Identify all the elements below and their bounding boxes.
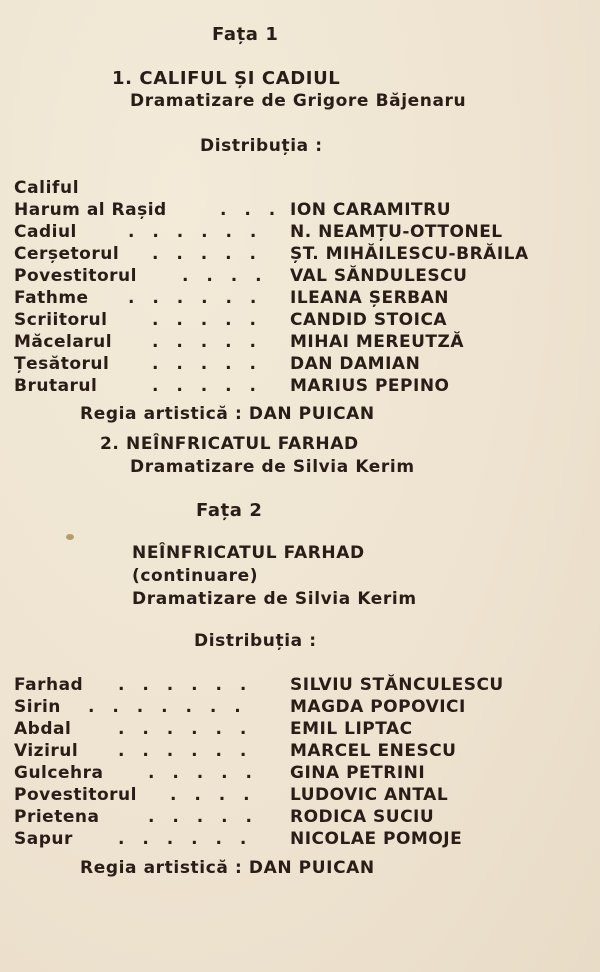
actor-name: MARCEL ENESCU (290, 741, 457, 761)
role-name: Cadiul (14, 222, 77, 242)
side2-adaptation: Dramatizare de Silvia Kerim (132, 589, 417, 609)
cast-row (14, 697, 594, 719)
cast-row (14, 266, 594, 288)
leader-dots: . . . . . . (128, 288, 263, 308)
actor-name: MIHAI MEREUTZĂ (290, 332, 464, 352)
actor-name: ILEANA ȘERBAN (290, 288, 450, 308)
side2-heading: Fața 2 (196, 500, 263, 521)
actor-name: CANDID STOICA (290, 310, 448, 330)
leader-dots: . . . . . . . (88, 697, 247, 717)
actor-name: MAGDA POPOVICI (290, 697, 466, 717)
role-name: Măcelarul (14, 332, 113, 352)
side2-cast-heading: Distribuția : (194, 631, 317, 651)
paper-stain (66, 534, 74, 540)
role-name: Sirin (14, 697, 61, 717)
role-name: Țesătorul (14, 354, 110, 374)
actor-name: SILVIU STĂNCULESCU (290, 675, 504, 695)
leader-dots: . . . (220, 200, 282, 220)
actor-name: N. NEAMȚU-OTTONEL (290, 222, 503, 242)
cast-row (14, 376, 594, 398)
leader-dots: . . . . . (148, 807, 258, 827)
leader-dots: . . . . . . (118, 675, 253, 695)
actor-name: LUDOVIC ANTAL (290, 785, 449, 805)
side2-director: Regia artistică : DAN PUICAN (80, 858, 375, 878)
role-name: Povestitorul (14, 785, 137, 805)
side1-pre-role: Califul (14, 178, 80, 198)
side1-adaptation2: Dramatizare de Silvia Kerim (130, 457, 415, 477)
role-name: Sapur (14, 829, 73, 849)
role-name: Fathme (14, 288, 89, 308)
actor-name: VAL SĂNDULESCU (290, 266, 468, 286)
cast-row (14, 719, 594, 741)
leader-dots: . . . . . (152, 244, 262, 264)
leader-dots: . . . . (182, 266, 268, 286)
cast-row (14, 288, 594, 310)
role-name: Farhad (14, 675, 84, 695)
side1-cast-heading: Distribuția : (200, 136, 323, 156)
role-name: Vizirul (14, 741, 79, 761)
leader-dots: . . . . . (152, 310, 262, 330)
cast-row (14, 829, 594, 851)
leader-dots: . . . . . . (118, 719, 253, 739)
side1-heading: Fața 1 (212, 24, 279, 45)
cast-row (14, 785, 594, 807)
actor-name: EMIL LIPTAC (290, 719, 413, 739)
role-name: Scriitorul (14, 310, 108, 330)
actor-name: GINA PETRINI (290, 763, 426, 783)
actor-name: ION CARAMITRU (290, 200, 452, 220)
role-name: Prietena (14, 807, 100, 827)
role-name: Brutarul (14, 376, 98, 396)
cast-row (14, 310, 594, 332)
actor-name: DAN DAMIAN (290, 354, 421, 374)
role-name: Abdal (14, 719, 72, 739)
cast-row (14, 741, 594, 763)
actor-name: NICOLAE POMOJE (290, 829, 463, 849)
role-name: Cerșetorul (14, 244, 120, 264)
cast-row (14, 200, 594, 222)
role-name: Povestitorul (14, 266, 137, 286)
cast-row (14, 763, 594, 785)
actor-name: MARIUS PEPINO (290, 376, 450, 396)
leader-dots: . . . . . (148, 763, 258, 783)
side2-title: NEÎNFRICATUL FARHAD (132, 543, 365, 563)
cast-row (14, 354, 594, 376)
cast-row (14, 222, 594, 244)
actor-name: ȘT. MIHĂILESCU-BRĂILA (290, 244, 529, 264)
leader-dots: . . . . . . (118, 829, 253, 849)
leader-dots: . . . . . . (118, 741, 253, 761)
cast-row (14, 244, 594, 266)
leader-dots: . . . . . . (128, 222, 263, 242)
cast-row (14, 807, 594, 829)
side1-title2: 2. NEÎNFRICATUL FARHAD (100, 434, 359, 454)
leader-dots: . . . . (170, 785, 256, 805)
role-name: Gulcehra (14, 763, 104, 783)
leader-dots: . . . . . (152, 376, 262, 396)
leader-dots: . . . . . (152, 354, 262, 374)
side1-adaptation: Dramatizare de Grigore Băjenaru (130, 91, 467, 111)
cast-row (14, 332, 594, 354)
leader-dots: . . . . . (152, 332, 262, 352)
cast-row (14, 675, 594, 697)
side2-continuation: (continuare) (132, 566, 259, 586)
side1-director: Regia artistică : DAN PUICAN (80, 404, 375, 424)
side1-title: 1. CALIFUL ȘI CADIUL (112, 68, 341, 89)
actor-name: RODICA SUCIU (290, 807, 435, 827)
role-name: Harum al Rașid (14, 200, 167, 220)
